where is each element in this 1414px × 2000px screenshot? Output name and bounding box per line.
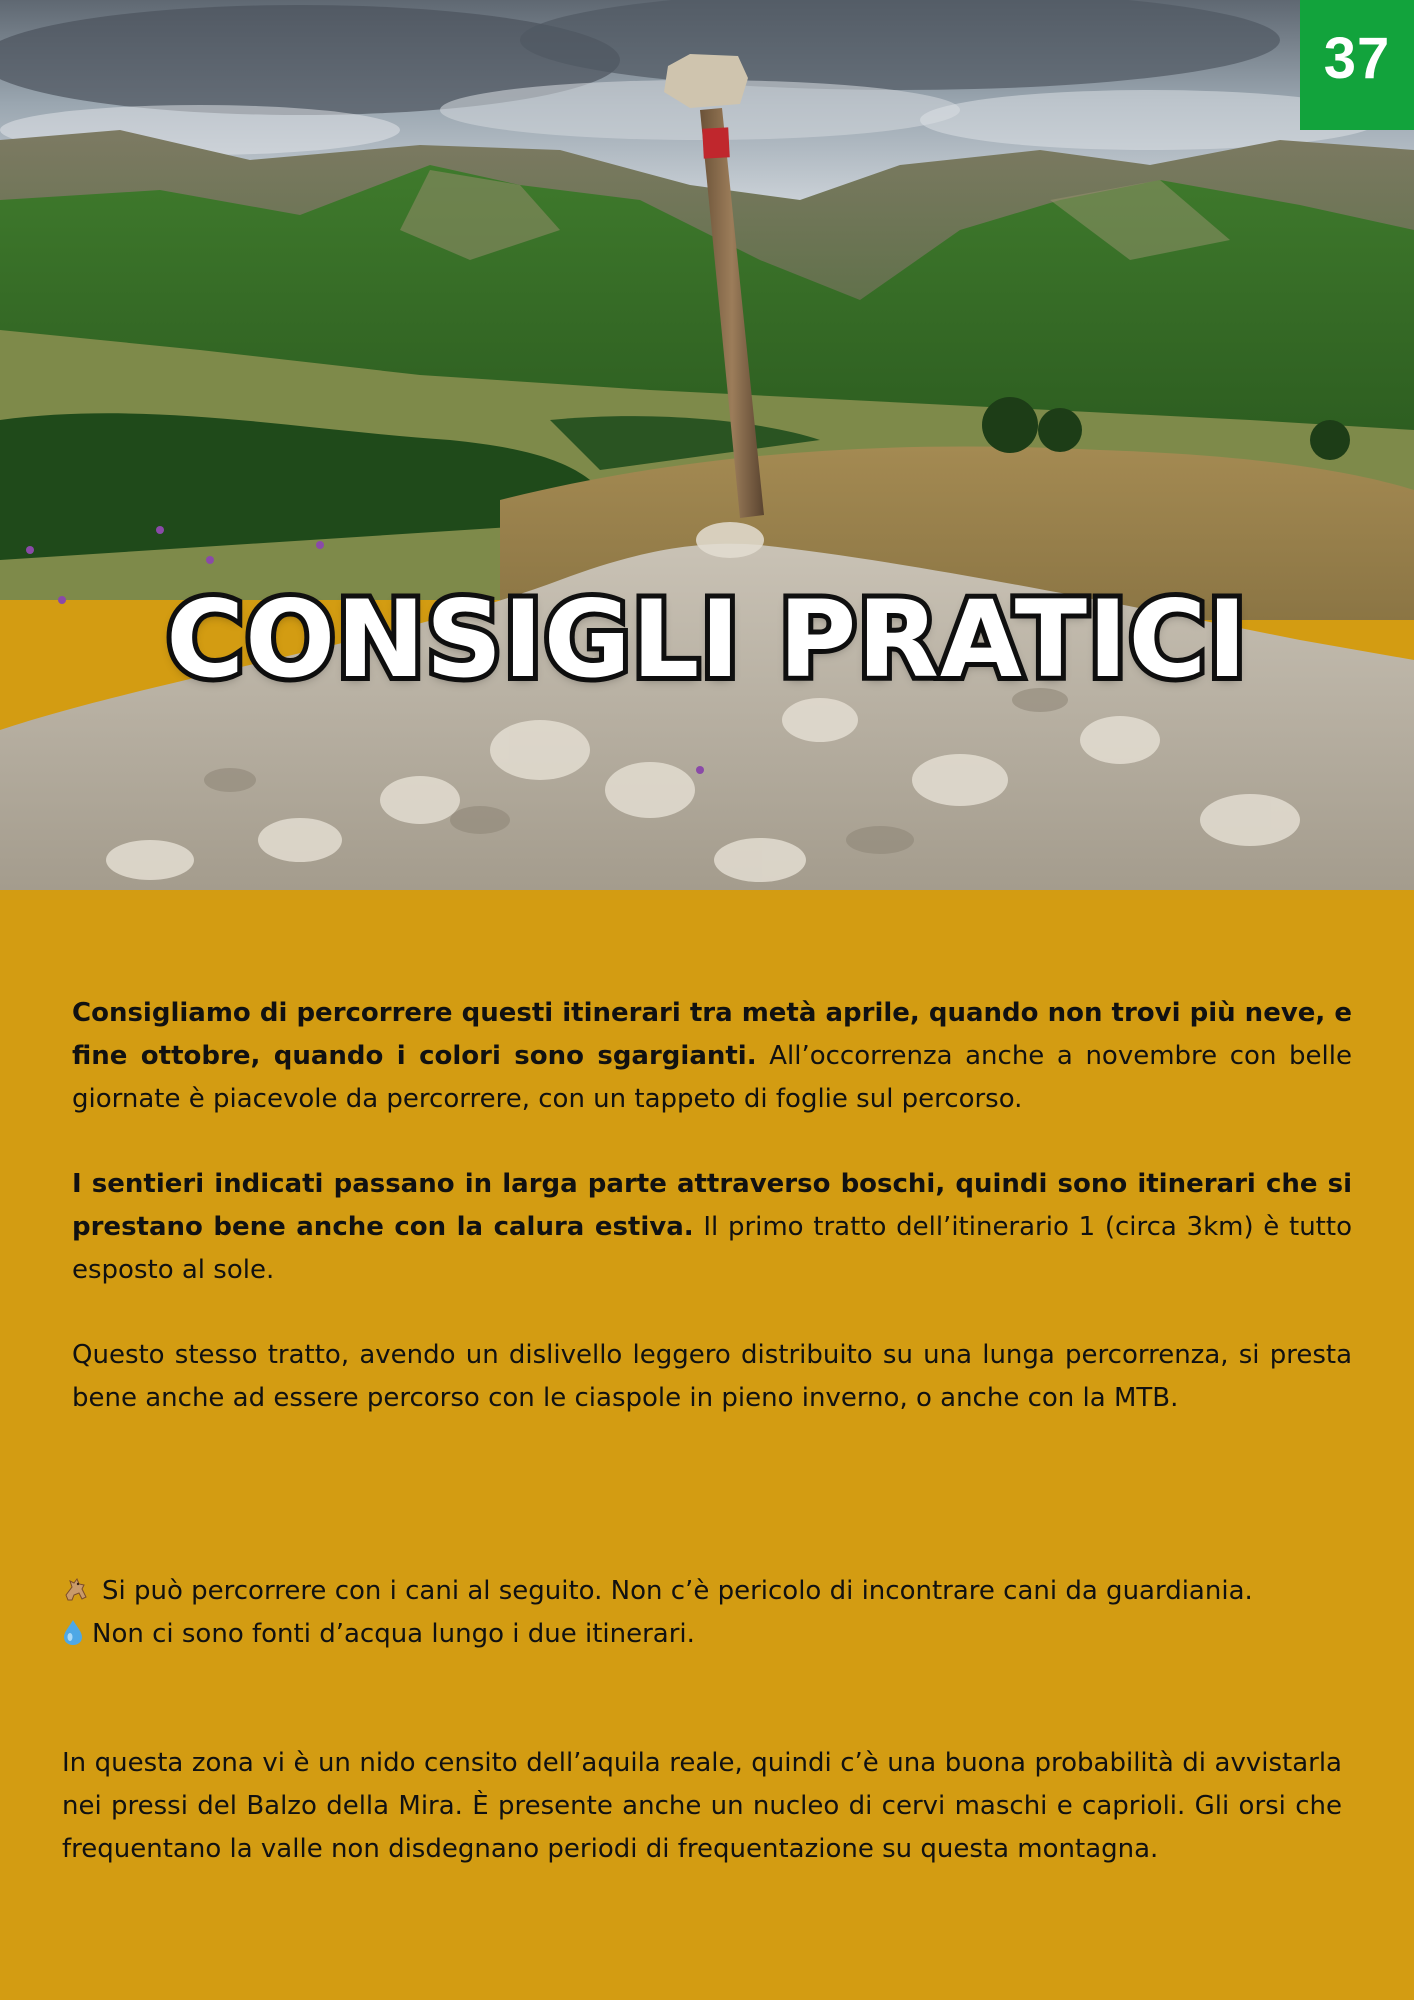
dog-icon bbox=[62, 1574, 90, 1617]
paragraph-woods-bold: I sentieri indicati passano in larga parte attraverso boschi, quindi sono itinerari che si prestano bene anche con la calura estiva. bbox=[72, 1169, 1352, 1242]
paragraph-dogs bbox=[62, 1570, 1342, 1617]
water-drop-icon bbox=[62, 1617, 84, 1660]
paragraph-water bbox=[62, 1613, 1342, 1660]
paragraph-season bbox=[72, 992, 1352, 1121]
paragraph-water-text: Non ci sono fonti d’acqua lungo i due itinerari. bbox=[92, 1619, 695, 1649]
page-number-badge: 37 bbox=[1300, 0, 1414, 130]
paragraph-season-bold: Consigliamo di percorrere questi itinerari tra metà aprile, quando non trovi più neve, e fine ottobre, quando i colori sono sgargianti. bbox=[72, 998, 1352, 1071]
page-title: CONSIGLI PRATICI bbox=[166, 578, 1248, 701]
mountain-landscape-image bbox=[0, 0, 1414, 890]
paragraph-wildlife: In questa zona vi è un nido censito dell’aquila reale, quindi c’è una buona probabilità di avvistarla nei pressi del Balzo della Mira. È presente anche un nucleo di cervi maschi e caprioli. Gli orsi che frequentano la valle non disdegnano periodi di frequentazione su questa montagna. bbox=[62, 1748, 1342, 1864]
paragraph-dogs-text: Si può percorrere con i cani al seguito. Non c’è pericolo di incontrare cani da guardiania. bbox=[102, 1576, 1253, 1606]
paragraph-season-rest: All’occorrenza anche a novembre con belle giornate è piacevole da percorrere, con un tappeto di foglie sul percorso. bbox=[72, 1041, 1352, 1114]
paragraph-winter: Questo stesso tratto, avendo un dislivello leggero distribuito su una lunga percorrenza, si presta bene anche ad essere percorso con le ciaspole in pieno inverno, o anche con la MTB. bbox=[72, 1340, 1352, 1413]
hero-photo bbox=[0, 0, 1414, 890]
content-panel bbox=[0, 890, 1414, 2000]
paragraph-woods bbox=[72, 1163, 1352, 1292]
paragraph-woods-rest: Il primo tratto dell’itinerario 1 (circa 3km) è tutto esposto al sole. bbox=[72, 1212, 1352, 1285]
